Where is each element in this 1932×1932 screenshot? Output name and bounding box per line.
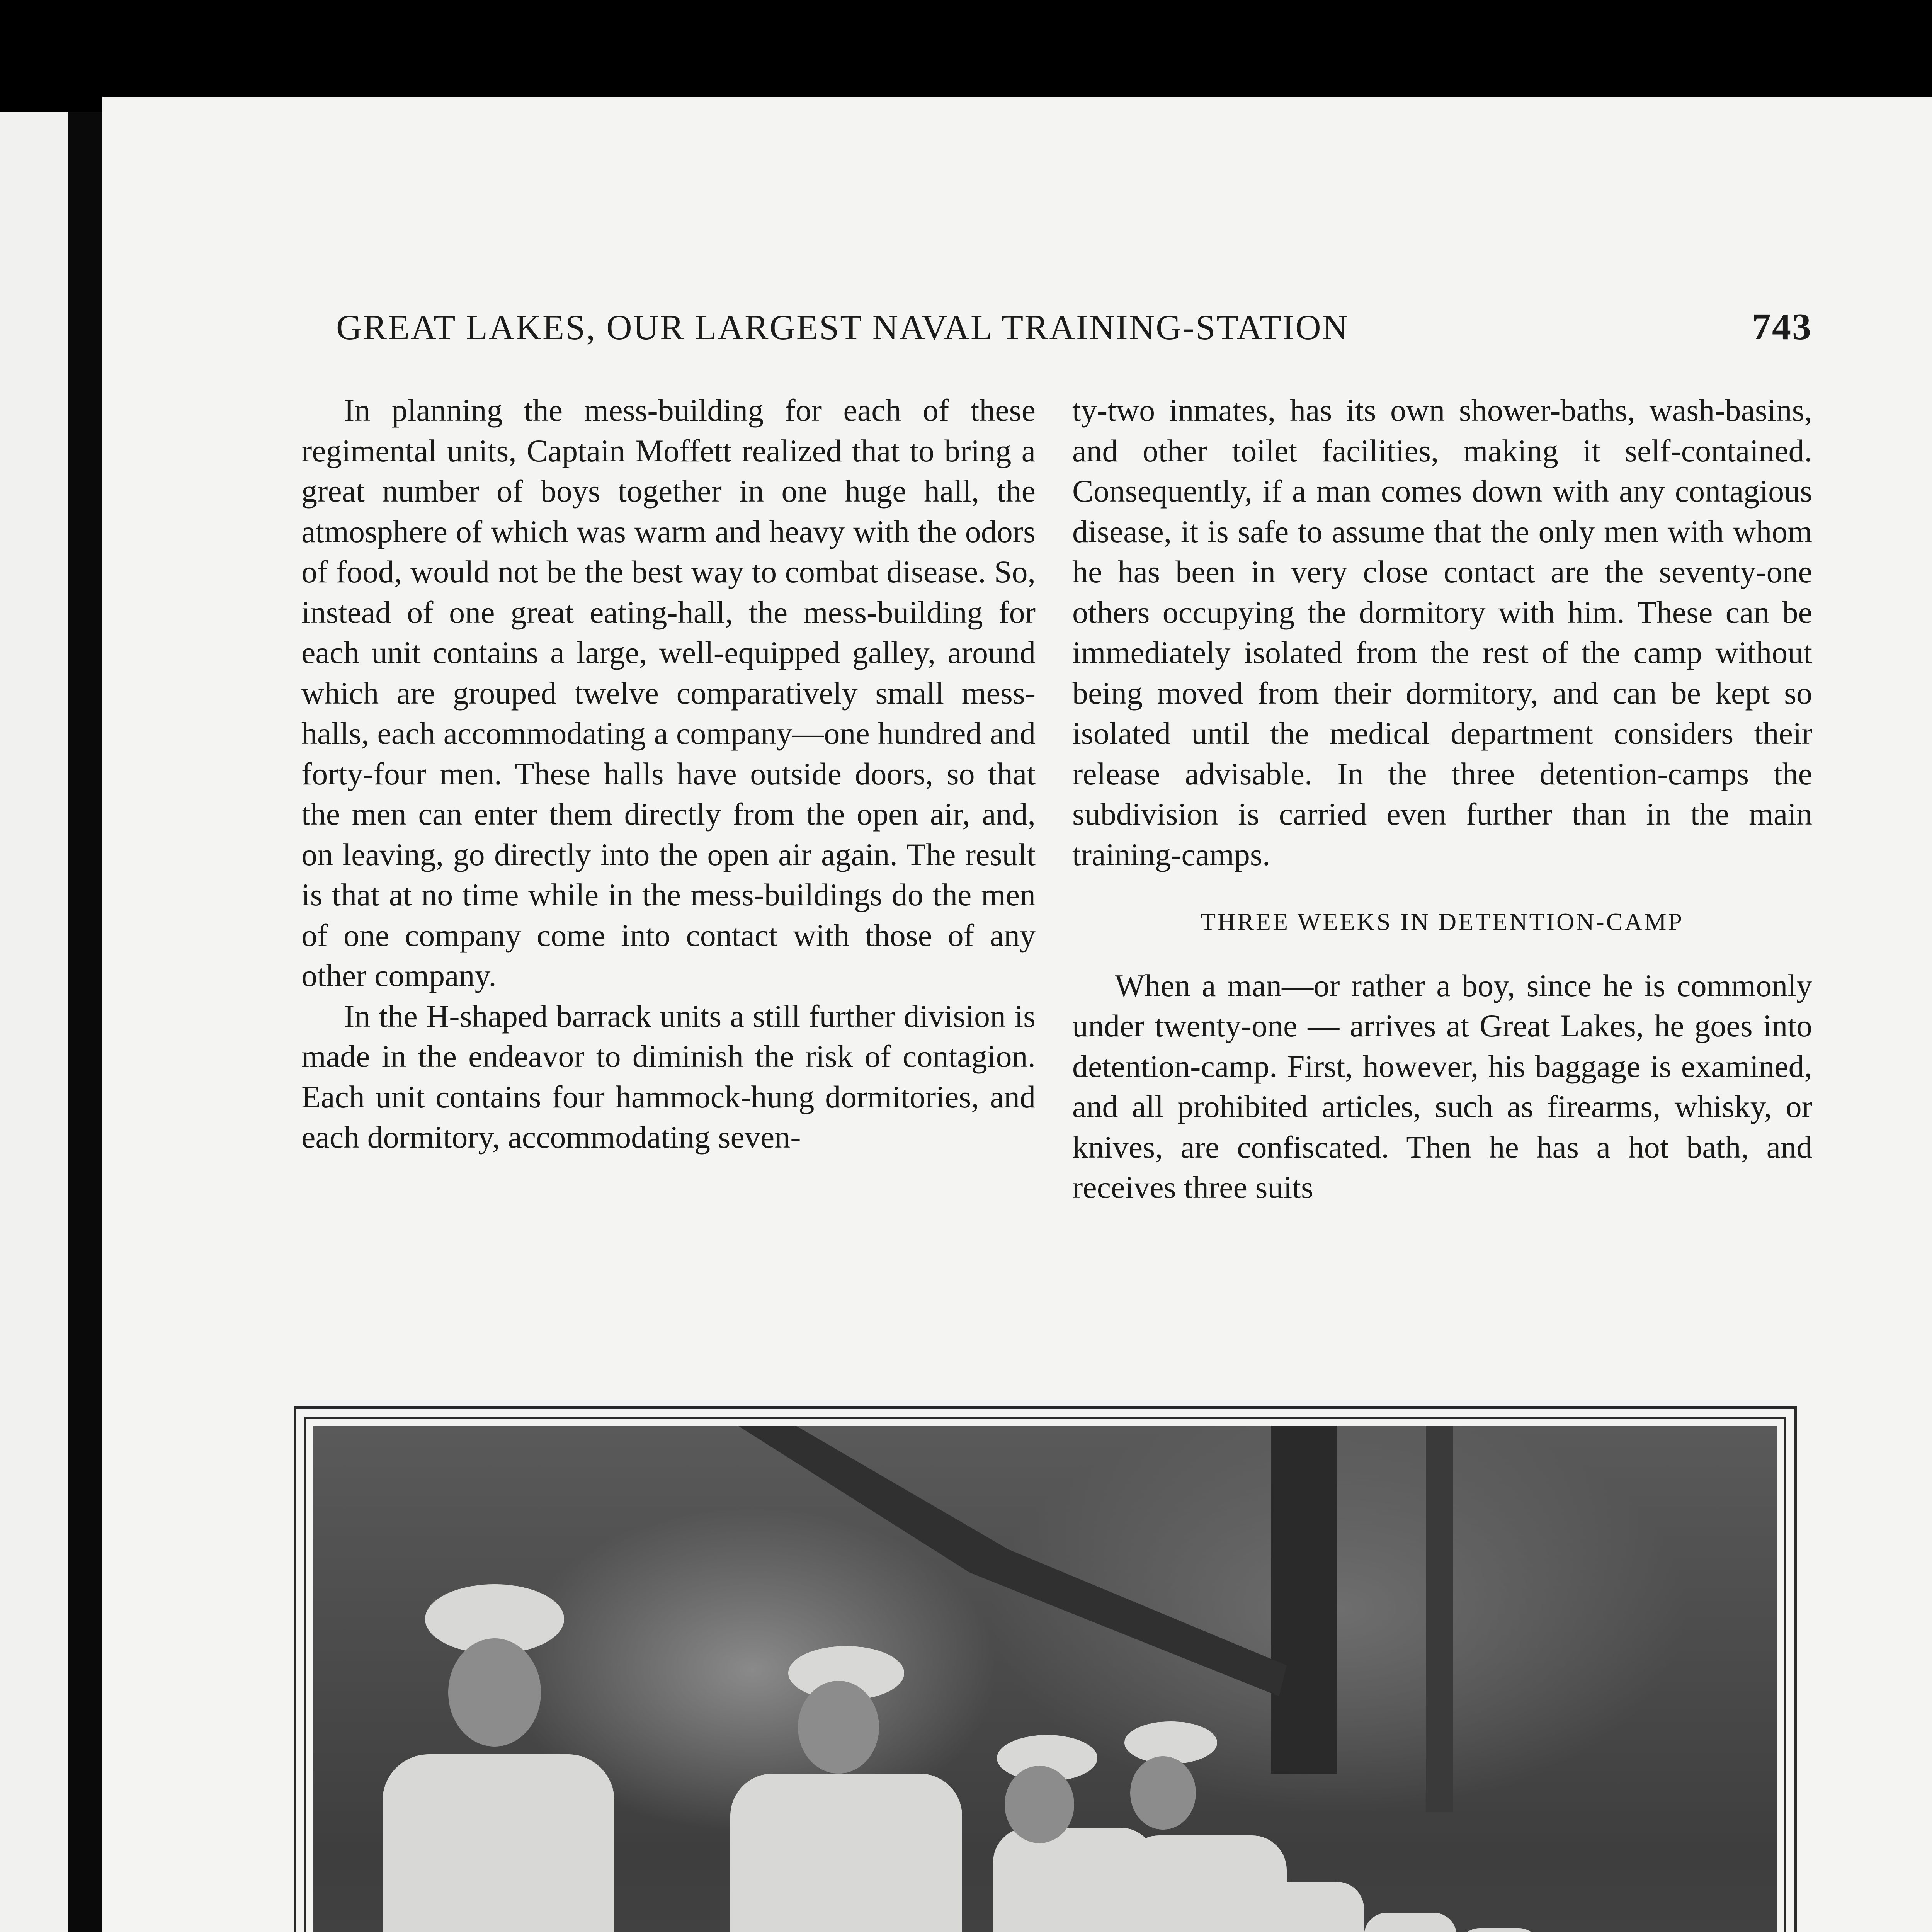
paragraph: In planning the mess-building for each of these regimental units, Captain Moffett realized that to bring a great number of boys together in one huge hall, the atmosphere of which was warm and heavy with the odors of food, would not be the best way to combat disease. So, instead of one great eating-hall, the mess-building for each unit contains a large, well-equipped galley, around which are grouped twelve comparatively small mess-halls, each accommodating a company—one hundred and forty-four men. These halls have outside doors, so that the men can enter them directly from the open air, and, on leaving, go directly into the open air again. The result is that at no time while in the mess-buildings do the men of one company come into contact with those of any other company. <box>301 393 1036 993</box>
photo-frame <box>294 1406 1797 1932</box>
photo-illustration <box>313 1426 1777 1932</box>
paragraph: In the H-shaped barrack units a still further division is made in the endeavor to diminish the risk of contagion. Each unit contains four hammock-hung dormitories, and each dormitory, accommodating seven- <box>301 998 1036 1155</box>
running-head <box>336 305 1812 363</box>
section-subhead: THREE WEEKS IN DETENTION-CAMP <box>1200 908 1684 935</box>
left-column <box>301 390 1036 1158</box>
facing-page-edge <box>0 112 68 1932</box>
paragraph-continuation: ty-two inmates, has its own shower-baths, wash-basins, and other toilet facilities, making it self-contained. Consequently, if a man comes down with any contagious disease, it is safe to assume that the only men with whom he has been in very close contact are the seventy-one others occupying the dormitory with him. These can be immediately isolated from the rest of the camp without being moved from their dormitory, and can be kept so isolated until the medical department considers their release advisable. In the three detention-camps the subdivision is carried even further than in the main training-camps. <box>1072 393 1812 872</box>
running-head-title: GREAT LAKES, OUR LARGEST NAVAL TRAINING-STATION <box>336 308 1349 347</box>
photo-sailors-tying-knots <box>313 1426 1777 1932</box>
page-number: 743 <box>1752 306 1812 348</box>
book-gutter <box>68 112 102 1932</box>
paragraph: When a man—or rather a boy, since he is commonly under twenty-one — arrives at Great Lakes, he goes into detention-camp. First, however, his baggage is examined, and all prohibited articles, such as firearms, whisky, or knives, are confiscated. Then he has a hot bath, and receives three suits <box>1072 968 1812 1205</box>
right-column <box>1072 390 1812 1208</box>
